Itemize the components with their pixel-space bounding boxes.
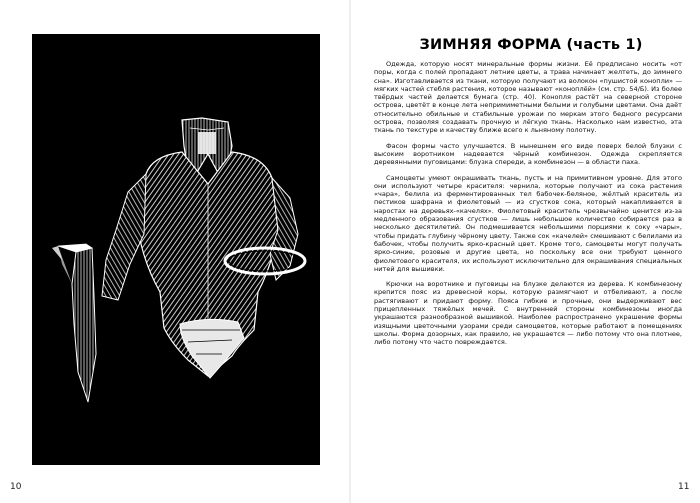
- paragraph: Крючки на воротнике и пуговицы на блузке делаются из дерева. К комбинезону крепится пояс из древесной коры, которую размягчают и отбеливают, а после растягивают и придают форму. Пояса гибкие и прочные, они выдерживают вес прицепленных тяжёлых мечей. С внутренней стороны комбинезоны иногда украшаются разнообразной вышивкой. Наиболее распространено украшение формы изящными цветочными узорами среди самоцветов, которые работают в помещениях школы. Форма дозорных, как правило, не украшается — либо потому что она плотнее, либо потому что часто повреждается.: [374, 280, 682, 347]
- paragraph: Фасон формы часто улучшается. В нынешнем его виде поверх белой блузки с высоким воротником надевается чёрный комбинезон. Одежда скрепляется деревянными пуговицами: блузка спереди, а комбинезон — в области паха.: [374, 141, 682, 167]
- article-body: [374, 60, 682, 354]
- uniform-illustration: [32, 34, 320, 465]
- page-gutter: [349, 0, 351, 503]
- page-number-right: 11: [678, 482, 690, 492]
- article-title: ЗИМНЯЯ ФОРМА (часть 1): [419, 37, 643, 53]
- necktie: [52, 244, 96, 402]
- paragraph: Одежда, которую носят минеральные формы жизни. Её предписано носить «от поры, когда с полей пропадают летние цветы, а трава начинает желтеть, до зимнего сна». Изготавливается из ткани, которую получают из волокон «пушистой конопли» — мягких частей стебля растения, которое называют «коноплёй» (см. стр. 54/Б). Из более твёрдых частей делается бумага (стр. 40). Конопля растёт на северной стороне острова, цветёт в конце лета непримиметными белыми и голубыми цветами. Она даёт относительно обильные и стабильные урожаи по меркам этого бедного ресурсами острова, позволяя создавать прочную и лёгкую ткань. Насколько нам известно, эта ткань по текстуре и качеству ближе всего к льняному полотну.: [374, 60, 682, 135]
- uniform-drawing: [32, 34, 320, 465]
- paragraph: Самоцветы умеют окрашивать ткань, пусть и на примитивном уровне. Для этого они используют четыре красителя: чернила, которые получают из сока растения «чара», белила из ферментированных тел бабочек-беляное, жёлтый краситель из пестиков шафрана и фиолетовый — из сгустков сока, который накапливается в наростах на деревьях-«качелях». Фиолетовый краситель чрезвычайно ценится из-за медленного образования сгустков — лишь небольшое количество собирается раз в несколько десятилетий. Он подмешивается небольшими порциями к соку «чары», чтобы придать глубину чёрному цвету. Также сок «качелей» смешивают с белилами из бабочек, чтобы получить ярко-красный цвет. Кроме того, самоцветы могут получать ярко-синие, розовые и другие цвета, но поскольку все они требуют ценного фиолетового красителя, их используют исключительно для окрашивания специальных нитей для вышивки.: [374, 173, 682, 273]
- page-number-left: 10: [10, 482, 22, 492]
- bodysuit-bottom: [180, 319, 244, 378]
